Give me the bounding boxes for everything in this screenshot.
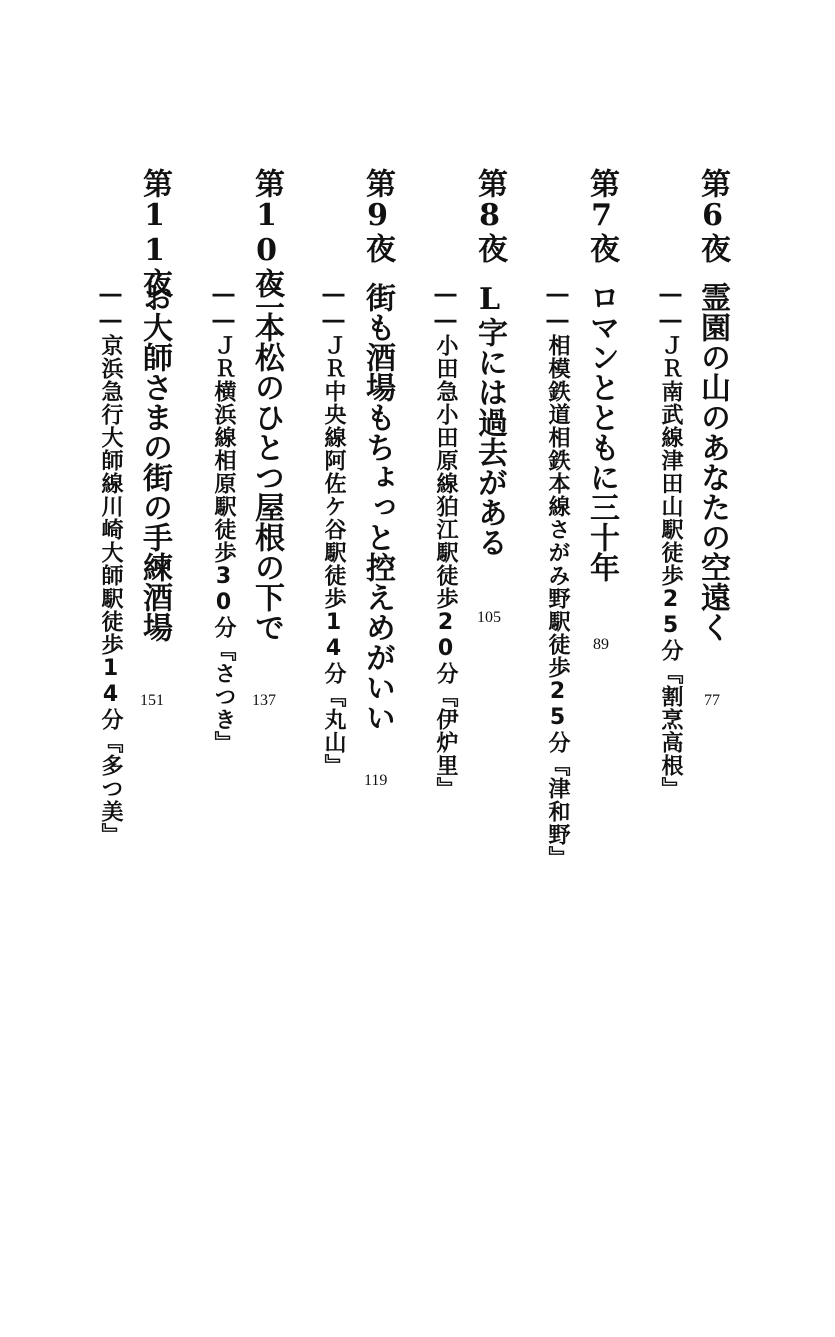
chapter-title: ロマンとともに三十年	[584, 282, 619, 582]
chapter-subtitle: ――京浜急行大師線川崎大師駅徒歩14分『多つ美』	[98, 282, 123, 846]
chapter-number: 第11夜	[137, 168, 172, 298]
chapter-number: 第9夜	[360, 168, 395, 263]
chapter-number: 第7夜	[584, 168, 619, 263]
page-number: 105	[477, 609, 501, 626]
chapter-title: L字には過去がある	[472, 282, 507, 557]
page-number: 89	[593, 636, 609, 653]
page-number: 119	[364, 772, 388, 789]
chapter-number: 第8夜	[472, 168, 507, 263]
chapter-subtitle: ――相模鉄道相鉄本線さがみ野駅徒歩25分『津和野』	[545, 282, 570, 869]
chapter-number: 第10夜	[249, 168, 284, 298]
chapter-subtitle: ――ＪＲ中央線阿佐ケ谷駅徒歩14分『丸山』	[321, 282, 346, 777]
chapter-title: 二本松のひとつ屋根の下で	[249, 282, 284, 642]
chapter-number: 第6夜	[695, 168, 730, 263]
chapter-title: 街も酒場もちょっと控えめがいい	[360, 282, 395, 732]
chapter-title: 霊園の山のあなたの空遠く	[695, 282, 730, 642]
page-number: 137	[252, 692, 276, 709]
chapter-subtitle: ――ＪＲ南武線津田山駅徒歩25分『割烹高根』	[658, 282, 683, 800]
page-number: 77	[704, 692, 720, 709]
chapter-title: お大師さまの街の手練酒場	[137, 282, 172, 642]
page-number: 151	[140, 692, 164, 709]
chapter-subtitle: ――小田急小田原線狛江駅徒歩20分『伊炉里』	[433, 282, 458, 800]
chapter-subtitle: ――ＪＲ横浜線相原駅徒歩30分『さつき』	[211, 282, 236, 754]
